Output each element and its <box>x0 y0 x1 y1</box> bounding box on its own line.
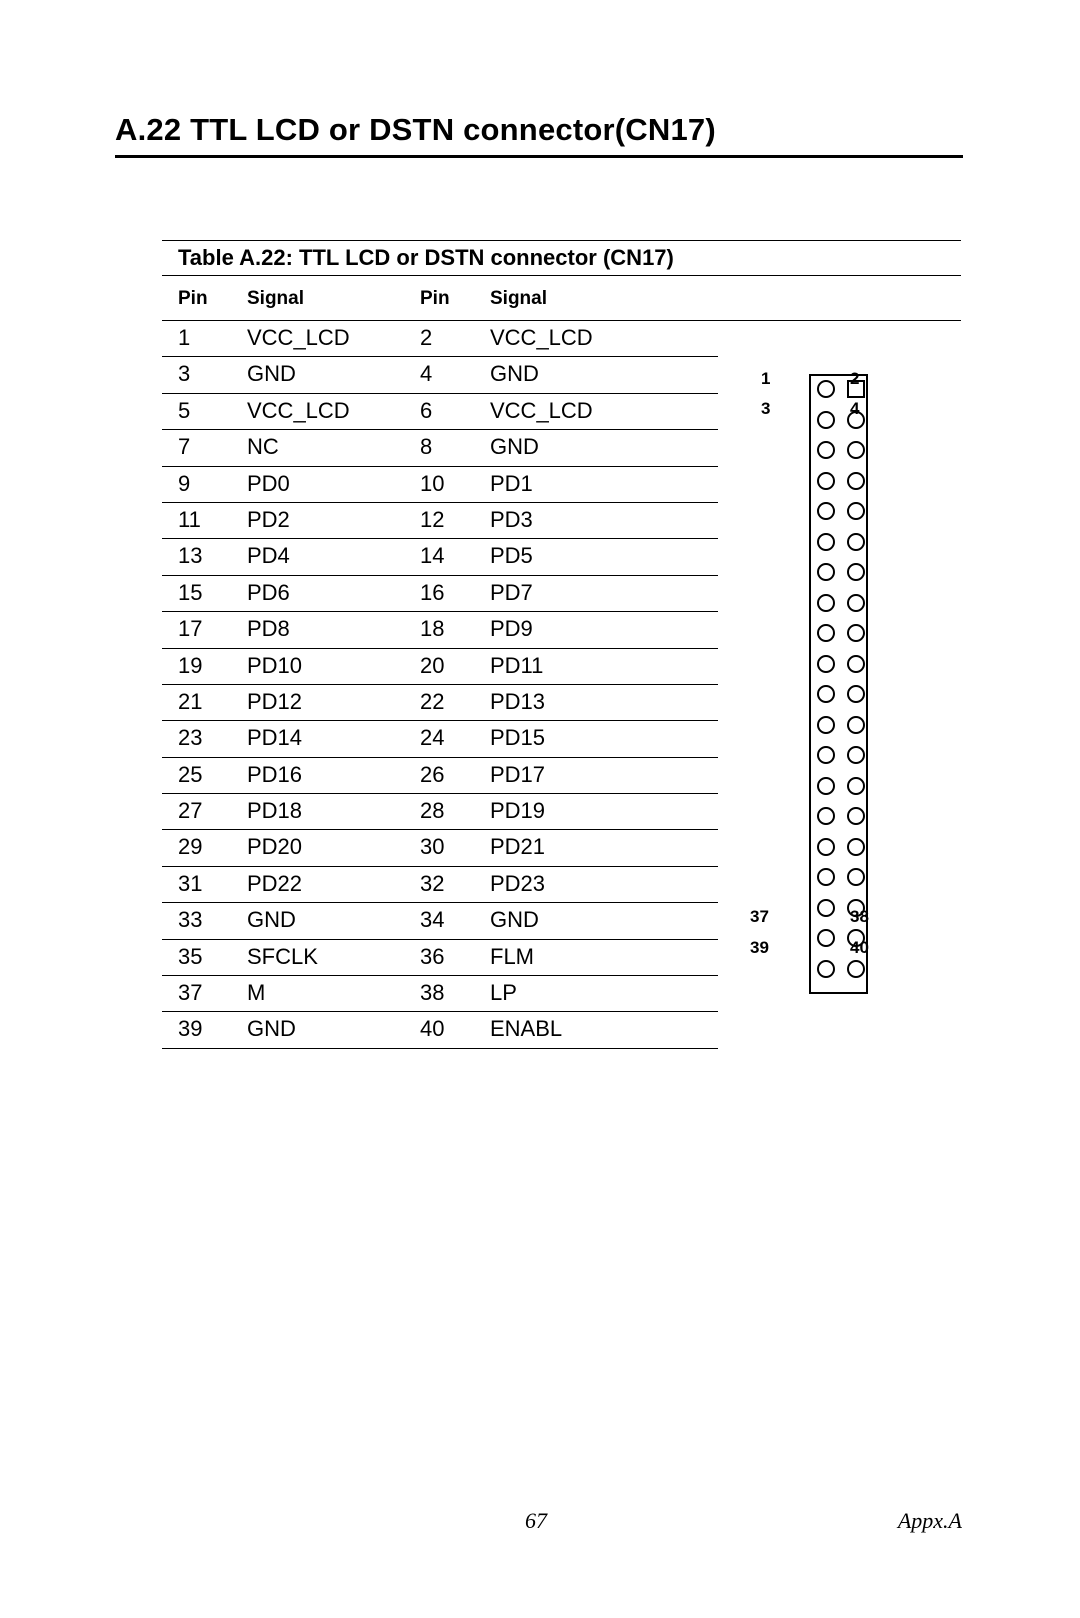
pin-number: 22 <box>420 688 445 714</box>
pin-number: 18 <box>420 616 445 642</box>
footer-section: Appx.A <box>897 1508 962 1533</box>
pin-number: 9 <box>178 470 191 496</box>
pin-circle <box>817 502 835 520</box>
signal-name: PD19 <box>490 798 546 824</box>
signal-name: PD7 <box>490 579 533 605</box>
pin-number: 25 <box>178 761 203 787</box>
table-row <box>162 321 718 357</box>
pin-circle <box>847 655 865 673</box>
table-row <box>162 721 718 757</box>
pin-circle <box>817 472 835 490</box>
pin-circle <box>847 441 865 459</box>
signal-name: PD20 <box>247 834 303 860</box>
pin-circle <box>817 807 835 825</box>
pin-circle <box>847 777 865 795</box>
pin-circle <box>847 899 865 917</box>
signal-name: PD11 <box>490 652 544 678</box>
signal-name: VCC_LCD <box>490 397 593 423</box>
header-signal: Signal <box>247 288 305 309</box>
pin-circle <box>847 472 865 490</box>
pin-number: 3 <box>178 361 191 387</box>
pin-label: 3 <box>761 399 771 418</box>
signal-name: PD10 <box>247 652 303 678</box>
pin-number: 29 <box>178 834 203 860</box>
table-row <box>162 612 718 648</box>
pin-1-square-marker <box>847 380 865 398</box>
pin-number: 1 <box>178 325 191 350</box>
pin-circle <box>847 563 865 581</box>
header-signal: Signal <box>490 288 548 309</box>
signal-name: NC <box>247 434 279 460</box>
pin-number: 23 <box>178 725 203 751</box>
pin-number: 30 <box>420 834 445 860</box>
pin-circle <box>817 624 835 642</box>
pin-number: 27 <box>178 798 203 824</box>
table-row <box>162 903 718 939</box>
pin-number: 10 <box>420 470 445 496</box>
pin-number: 32 <box>420 870 445 896</box>
pin-circle <box>847 929 865 947</box>
pin-number: 8 <box>420 434 433 460</box>
pin-number: 7 <box>178 434 191 460</box>
table-row <box>162 867 718 903</box>
pin-number: 33 <box>178 907 203 933</box>
pin-number: 6 <box>420 397 433 423</box>
pin-circle <box>847 594 865 612</box>
table-row <box>162 685 718 721</box>
signal-name: VCC_LCD <box>247 397 350 423</box>
signal-name: GND <box>490 434 539 460</box>
signal-name: GND <box>247 907 296 933</box>
pin-number: 21 <box>178 688 203 714</box>
table-row <box>162 357 718 393</box>
table-row <box>162 539 718 575</box>
pin-circle <box>847 411 865 429</box>
signal-name: PD0 <box>247 470 290 496</box>
header-pin: Pin <box>420 288 450 309</box>
pin-circle <box>847 685 865 703</box>
pin-circle <box>847 960 865 978</box>
pin-number: 38 <box>420 980 445 1006</box>
pin-circle <box>817 746 835 764</box>
signal-name: PD23 <box>490 870 546 896</box>
signal-name: PD18 <box>247 798 303 824</box>
table-row <box>162 940 718 976</box>
pin-number: 36 <box>420 943 445 969</box>
signal-name: PD5 <box>490 543 533 569</box>
pin-number: 34 <box>420 907 445 933</box>
pin-circle <box>847 624 865 642</box>
signal-name: PD8 <box>247 616 290 642</box>
pin-label: 2 <box>850 369 860 388</box>
pin-circle <box>817 380 835 398</box>
pin-circle <box>817 441 835 459</box>
signal-name: VCC_LCD <box>247 325 350 350</box>
pin-circle <box>817 777 835 795</box>
pin-number: 37 <box>178 980 203 1006</box>
pin-table-body <box>162 321 718 1049</box>
pin-number: 40 <box>420 1016 445 1042</box>
page-number: 67 <box>525 1508 547 1533</box>
signal-name: GND <box>247 361 296 387</box>
pin-number: 35 <box>178 943 203 969</box>
signal-name: PD16 <box>247 761 303 787</box>
pin-number: 12 <box>420 506 445 532</box>
table-row <box>162 649 718 685</box>
pin-circle <box>817 868 835 886</box>
table-caption: Table A.22: TTL LCD or DSTN connector (CN17) <box>162 240 961 276</box>
pin-circle <box>817 411 835 429</box>
signal-name: VCC_LCD <box>490 325 593 350</box>
signal-name: M <box>247 980 266 1006</box>
pin-number: 17 <box>178 616 203 642</box>
header-pin: Pin <box>178 288 208 309</box>
pin-circle <box>817 563 835 581</box>
pin-number: 15 <box>178 579 203 605</box>
table-row <box>162 467 718 503</box>
pin-number: 39 <box>178 1016 203 1042</box>
pin-circle <box>817 655 835 673</box>
pin-label: 1 <box>761 369 771 388</box>
pin-number: 16 <box>420 579 445 605</box>
pin-circle <box>847 533 865 551</box>
table-row <box>162 794 718 830</box>
pin-circle <box>847 502 865 520</box>
signal-name: PD13 <box>490 688 546 714</box>
pin-circle <box>817 838 835 856</box>
pin-circle <box>847 807 865 825</box>
table-header-row <box>162 276 961 321</box>
pin-circle <box>817 899 835 917</box>
table-row <box>162 758 718 794</box>
table-row <box>162 830 718 866</box>
pin-number: 24 <box>420 725 445 751</box>
pin-label: 39 <box>750 938 769 957</box>
pin-circle <box>847 746 865 764</box>
signal-name: PD22 <box>247 870 303 896</box>
pin-circle <box>817 685 835 703</box>
pin-circle <box>817 929 835 947</box>
signal-name: LP <box>490 980 517 1006</box>
signal-name: PD9 <box>490 616 533 642</box>
pin-circle <box>817 533 835 551</box>
signal-name: PD12 <box>247 688 303 714</box>
signal-name: PD6 <box>247 579 290 605</box>
signal-name: ENABL <box>490 1016 563 1042</box>
pin-number: 14 <box>420 543 445 569</box>
pin-number: 31 <box>178 870 203 896</box>
pin-label: 37 <box>750 907 769 926</box>
signal-name: PD2 <box>247 506 290 532</box>
table-row <box>162 576 718 612</box>
signal-name: PD1 <box>490 470 533 496</box>
table-row <box>162 394 718 430</box>
signal-name: GND <box>490 361 539 387</box>
pin-circle <box>847 838 865 856</box>
signal-name: PD17 <box>490 761 546 787</box>
table-row <box>162 976 718 1012</box>
table-row <box>162 430 718 466</box>
signal-name: SFCLK <box>247 943 318 969</box>
pin-number: 26 <box>420 761 445 787</box>
pin-circle <box>817 716 835 734</box>
signal-name: PD21 <box>490 834 546 860</box>
pin-number: 28 <box>420 798 445 824</box>
pin-circle <box>817 960 835 978</box>
title-rule <box>115 155 963 158</box>
signal-name: GND <box>490 907 539 933</box>
pin-label: 4 <box>850 399 860 418</box>
pin-circle <box>847 868 865 886</box>
pin-number: 4 <box>420 361 433 387</box>
pin-number: 19 <box>178 652 203 678</box>
signal-name: PD15 <box>490 725 546 751</box>
section-title: A.22 TTL LCD or DSTN connector(CN17) <box>115 112 716 147</box>
pin-circle <box>847 716 865 734</box>
signal-name: FLM <box>490 943 534 969</box>
table-row <box>162 503 718 539</box>
signal-name: PD3 <box>490 506 533 532</box>
pin-number: 11 <box>178 506 201 532</box>
signal-name: PD14 <box>247 725 303 751</box>
pin-label: 38 <box>850 907 869 926</box>
pin-label: 40 <box>850 938 869 957</box>
pin-number: 13 <box>178 543 203 569</box>
pin-number: 2 <box>420 325 433 350</box>
pin-number: 5 <box>178 397 191 423</box>
signal-name: PD4 <box>247 543 290 569</box>
pin-number: 20 <box>420 652 445 678</box>
signal-name: GND <box>247 1016 296 1042</box>
table-row <box>162 1012 718 1048</box>
pin-circle <box>817 594 835 612</box>
